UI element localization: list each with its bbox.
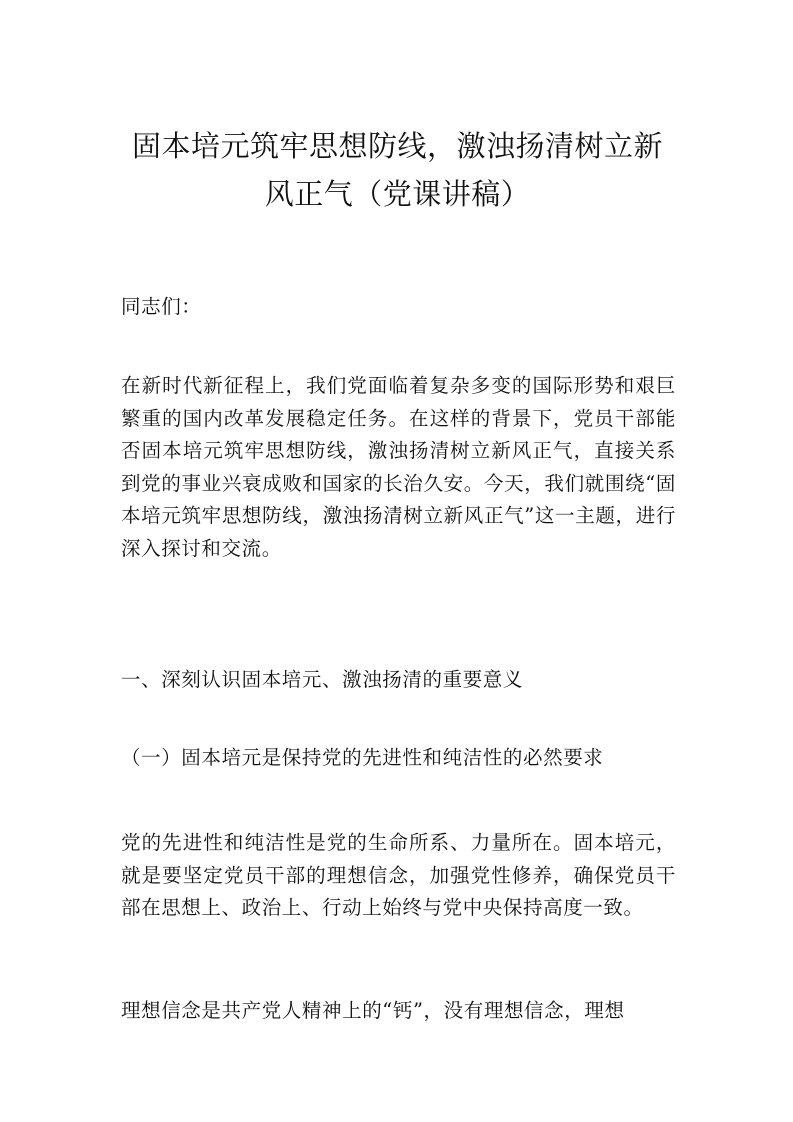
body-paragraph: 党的先进性和纯洁性是党的生命所系、力量所在。固本培元，就是要坚定党员干部的理想信念，加强党性修养，确保党员干部在思想上、政治上、行动上始终与党中央保持高度一致。 <box>121 831 676 919</box>
document-title: 固本培元筑牢思想防线，激浊扬清树立新风正气（党课讲稿） <box>131 129 663 211</box>
body-paragraph-continued: 理想信念是共产党人精神上的“钙”，没有理想信念，理想 <box>121 999 625 1022</box>
salutation-paragraph: 同志们： <box>121 295 202 318</box>
section-heading: 一、深刻认识固本培元、激浊扬清的重要意义 <box>121 668 524 691</box>
subsection-heading: （一）固本培元是保持党的先进性和纯洁性的必然要求 <box>121 746 604 769</box>
intro-paragraph: 在新时代新征程上，我们党面临着复杂多变的国际形势和艰巨繁重的国内改革发展稳定任务。在这样的背景下，党员干部能否固本培元筑牢思想防线，激浊扬清树立新风正气，直接关系到党的事业兴衰成败和国家的长治久安。今天，我们就围绕“固本培元筑牢思想防线，激浊扬清树立新风正气”这一主题，进行深入探讨和交流。 <box>121 374 676 560</box>
